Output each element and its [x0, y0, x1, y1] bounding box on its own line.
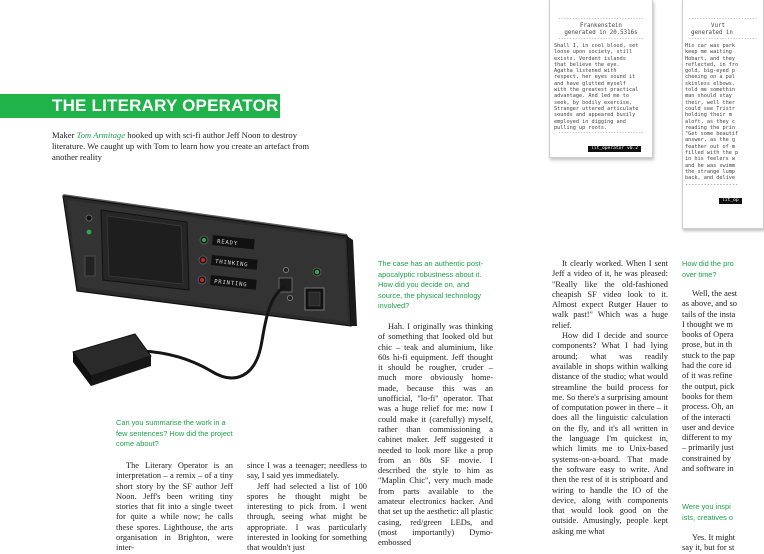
text-line: the output, pick	[682, 381, 735, 391]
question-summary: Can you summarise the work in a few sentences? How did the project come about?	[116, 418, 233, 448]
question-inspiration	[682, 502, 762, 523]
text-line: prose, but in th	[682, 340, 733, 350]
switch-rocker	[309, 292, 320, 306]
receipt-body: Shall I, in cool blood, set loose upon society, still exists. Verdant islands that believe the eye. Agatha listened with respect, her eyes sound it and have glutted myself with the greatest practical advantage. And led me to seek, by bodily exercise, Stranger uttered articulate sounds and appeared busily employed in digging and pulling up roots.	[554, 43, 639, 131]
text-line: say it, but for st	[682, 543, 735, 553]
text-line: books for them	[682, 391, 733, 401]
paragraph: It clearly worked. When I sent Jeff a video of it, he was pleased: "Really like the old-fashioned cheapish SF video look to it. Almost expect Rutger Hauer to walk past!" Which was a huge relief.	[552, 259, 668, 330]
receipt-rule: -------------------------------	[558, 17, 644, 22]
paragraph: Jeff had selected a list of 100 spores he thought might be interesting to pick from. I went through, seeing what might be appropriate. I was particularly interested in looking for something that wouldn't just	[247, 481, 367, 553]
question-evolution	[682, 259, 762, 280]
receipt-title: Frankenstein	[580, 23, 622, 29]
power-led-light	[315, 270, 320, 275]
receipt-generated: generated in	[691, 30, 733, 36]
text-line: had the core id	[682, 361, 732, 371]
text-line: of the interacti	[682, 412, 731, 422]
text-line: as above, and so	[682, 299, 737, 309]
printer-lid	[107, 216, 183, 284]
body-text-col3	[378, 322, 493, 549]
paragraph: The Literary Operator is an interpretation – a remix – of a tiny short story by the SF author Jeff Noon. Jeff's been writing tiny stories that fit into a single tweet for quite a while now; he calls these spores. Lighthouse, the arts organisation in Brighton, were inter-	[116, 461, 233, 553]
receipt-title: Vurt	[711, 23, 725, 29]
receipt-stamp: lit_operator v0.2	[588, 146, 641, 152]
body-text-col1	[116, 461, 233, 554]
receipt-frankenstein	[549, 0, 653, 158]
thinking-led-light	[201, 258, 205, 262]
small-knob	[86, 215, 92, 221]
standfirst	[52, 130, 322, 163]
literary-operator-device	[55, 186, 365, 386]
receipt-generated: generated in 20.5316s	[564, 30, 638, 36]
receipt-rule: -------------------------------	[558, 37, 644, 42]
text-line: Well, the aest	[692, 289, 738, 298]
receipt-body: His car was park keep me waiting Hobart, and they reflected, in fro gold, big-eyed p cheeing on a pal skinless elbows. told me somethin man should stay their, well ther could see Tristr holding their m aloft, as they c reading the prin "Get some beautif answer, as the g feather out of m filled with the p in his feelers w and he was swimm the strange lump back, and delive -----------------	[685, 43, 739, 188]
thinking-label: THINKING	[214, 259, 249, 269]
paragraph: Hah. I originally was thinking of something that looked old but chic – teak and aluminium, like 60s hi-fi equipment. Jeff thought it should be rougher, cruder – much more obviously home-made, because this was an unofficial, "lo-fi" operator. That was a huge relief for me: now I could make it (carefully) myself, rather than commissioning a cabinet maker. Jeff suggested it needed to look more like a prop from an 80s SF movie. I described the style to him as "Maplin Chic", very much made from parts available to the amateur electronics hacker. And that set up the aesthetic: all plastic casing, red/green LEDs, and (most importantly) Dymo-embossed	[378, 322, 493, 548]
standfirst-text: hooked up with sci-fi author Jeff Noon to destroy literature. We caught up with Tom to learn how you create an artefact from another reality	[52, 130, 310, 162]
body-text-col2	[247, 461, 367, 554]
text-line: of it was refine	[682, 371, 733, 381]
receipt-stamp: lit_op	[719, 198, 742, 204]
text-line: and software in	[682, 464, 734, 474]
body-text-col5	[682, 289, 762, 474]
text-line: user and device	[682, 422, 735, 432]
standfirst-text: Maker	[52, 130, 77, 140]
article-title: THE LITERARY OPERATOR	[52, 96, 279, 115]
printing-label: PRINTING	[213, 279, 248, 289]
question-line: Were you inspi	[682, 502, 731, 511]
body-text-col5-end	[682, 533, 762, 554]
text-line: tails of the insta	[682, 309, 736, 319]
receipt-rule: -------------------------	[688, 37, 758, 42]
paragraph: since I was a teenager; needless to say, I said yes immediately.	[247, 461, 367, 481]
paragraph: How did I decide and source components? What I had lying around; what was readily available in shops within walking distance of the studio; what would streamline the build process for me. So there's a surprising amount of computation power in there – it does all the linguistic calculation on the fly, and it's all written in the language I'm quickest in, which limits me to Unix-based systems-on-a-board. That made the software easy to write. And then the rest of it is stripboard and wiring to handle the IO of the device, along with components that would look good on the outside. Amusingly, people kept asking me what	[552, 331, 668, 536]
question-case: The case has an authentic post-apocalyptic robustness about it. How did you decide on, and source, the physical technology involved?	[378, 259, 484, 310]
text-line: books of Opera	[682, 330, 734, 340]
text-line: constrained by	[682, 453, 732, 463]
text-line: I thought we m	[682, 319, 733, 329]
text-line: stuck to the pap	[682, 350, 735, 360]
question-line: How did the pro	[682, 259, 734, 268]
text-line: process. Oh, an	[682, 402, 734, 412]
question-line: ists, creatives o	[682, 512, 733, 522]
text-line: different to my	[682, 433, 733, 443]
author-name: Tom Armitage	[76, 130, 126, 140]
screw-icon	[283, 267, 288, 272]
receipt-vurt	[682, 0, 764, 229]
ready-label: READY	[216, 239, 239, 248]
status-led-icon	[87, 230, 92, 235]
printing-led-light	[200, 278, 204, 282]
question-line: over time?	[682, 269, 717, 279]
body-text-col4	[552, 259, 668, 537]
receipt-rule: -------------------------	[688, 17, 758, 22]
printer-slot	[85, 256, 95, 276]
text-line: – primarily just	[682, 443, 734, 453]
screw-icon	[287, 295, 292, 300]
receipt-rule: -------------------------------	[558, 131, 644, 137]
text-line: Yes. It might	[692, 533, 736, 542]
ready-led-light	[202, 238, 206, 242]
